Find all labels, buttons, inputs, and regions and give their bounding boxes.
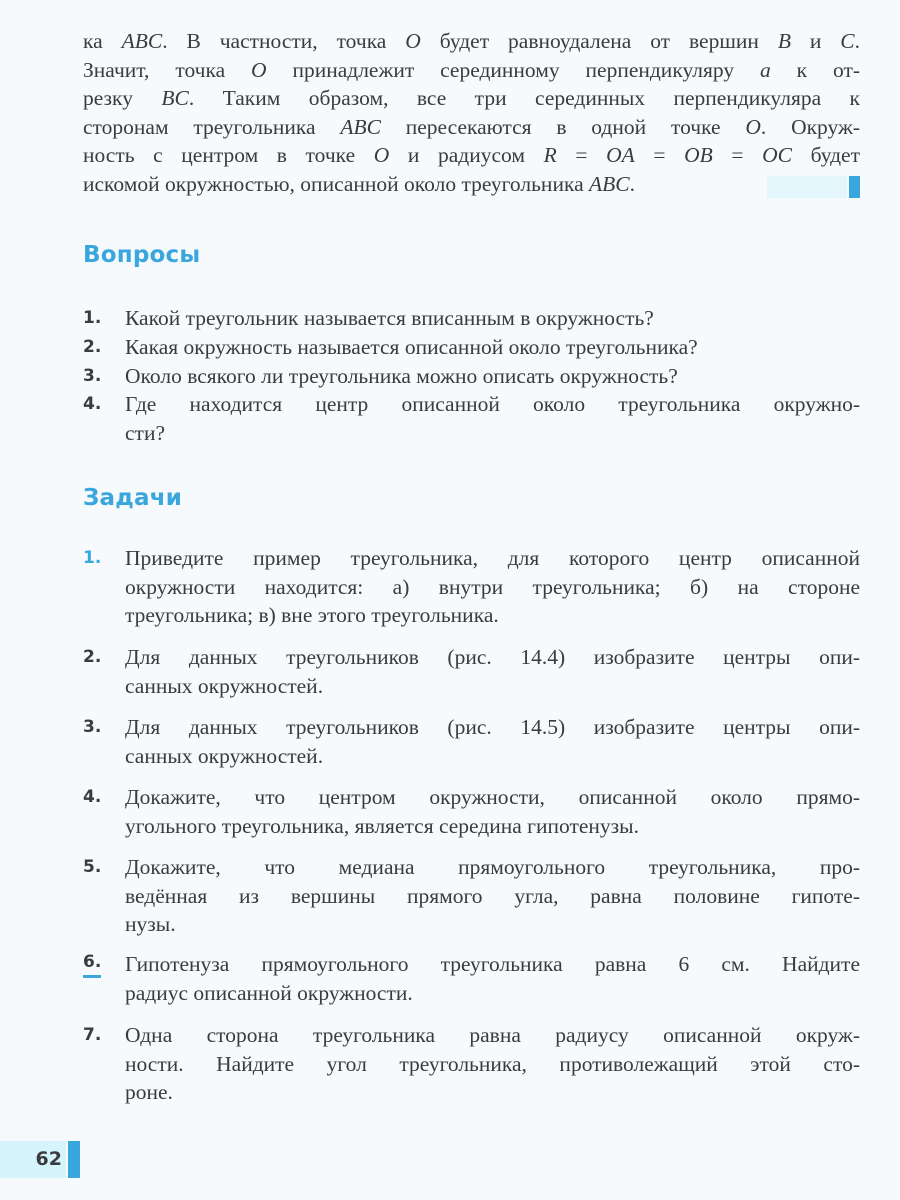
- question-text: Около всякого ли треугольника можно описать окружность?: [125, 364, 678, 388]
- question-number: 4.: [83, 394, 102, 414]
- tasks-heading: Задачи: [83, 485, 183, 511]
- task-number: 3.: [83, 717, 102, 737]
- task-text: Докажите, что медиана прямоугольного треугольника, про-: [125, 855, 860, 879]
- task-number: 2.: [83, 647, 102, 667]
- task-item: [83, 1021, 860, 1107]
- question-text: Какой треугольник называется вписанным в окружность?: [125, 306, 654, 330]
- question-text: Где находится центр описанной около треугольника окружно-: [125, 392, 860, 416]
- task-text: угольного треугольника, является середина гипотенузы.: [125, 813, 639, 838]
- task-text: Гипотенуза прямоугольного треугольника равна 6 см. Найдите: [125, 952, 860, 976]
- task-item: [83, 950, 860, 1007]
- question-text: Какая окружность называется описанной около треугольника?: [125, 335, 698, 359]
- task-text: Докажите, что центром окружности, описанной около прямо-: [125, 785, 860, 809]
- questions-heading: Вопросы: [83, 242, 201, 268]
- task-text: радиус описанной окружности.: [125, 980, 413, 1005]
- task-text: ности. Найдите угол треугольника, противолежащий этой сто-: [125, 1051, 860, 1076]
- proof-end-highlight: [767, 176, 847, 198]
- task-number: 6.: [83, 950, 101, 978]
- task-item: [83, 713, 860, 770]
- intro-paragraph: [83, 27, 860, 199]
- paragraph-line: ность с центром в точке O и радиусом R = OA = OB = OC будет: [83, 143, 860, 168]
- paragraph-line: сторонам треугольника ABC пересекаются в одной точке O. Окруж-: [83, 114, 861, 139]
- task-item: [83, 853, 860, 939]
- question-item: [83, 362, 860, 391]
- task-text: Одна сторона треугольника равна радиусу описанной окруж-: [125, 1023, 860, 1047]
- task-text: санных окружностей.: [125, 673, 324, 698]
- task-text: окружности находится: а) внутри треугольника; б) на стороне: [125, 574, 860, 599]
- question-item: [83, 390, 860, 447]
- question-item: [83, 333, 860, 362]
- task-number: 7.: [83, 1025, 102, 1045]
- task-text: санных окружностей.: [125, 743, 324, 768]
- task-number: 5.: [83, 857, 102, 877]
- task-text: Для данных треугольников (рис. 14.4) изобразите центры опи-: [125, 645, 860, 669]
- task-text: Приведите пример треугольника, для которого центр описанной: [125, 546, 860, 570]
- question-number: 1.: [83, 308, 102, 328]
- paragraph-line: ка ABC. В частности, точка O будет равноудалена от вершин B и C.: [83, 29, 861, 53]
- page-number-accent-bar: [68, 1141, 80, 1178]
- task-number: 1.: [83, 548, 102, 568]
- proof-end-marker: [849, 176, 860, 198]
- question-number: 3.: [83, 366, 102, 386]
- task-number: 4.: [83, 787, 102, 807]
- task-text: треугольника; в) вне этого треугольника.: [125, 603, 499, 628]
- task-text: ведённая из вершины прямого угла, равна половине гипоте-: [125, 883, 860, 908]
- paragraph-line: Значит, точка O принадлежит серединному перпендикуляру a к от-: [83, 57, 861, 82]
- question-item: [83, 304, 860, 333]
- task-text: роне.: [125, 1080, 173, 1105]
- task-item: [83, 544, 860, 630]
- paragraph-line: искомой окружностью, описанной около треугольника ABC.: [83, 171, 635, 196]
- task-text: нузы.: [125, 912, 176, 937]
- task-text: Для данных треугольников (рис. 14.5) изобразите центры опи-: [125, 715, 860, 739]
- paragraph-line: резку BC. Таким образом, все три серединных перпендикуляра к: [83, 86, 860, 111]
- question-text: сти?: [125, 420, 165, 445]
- task-item: [83, 783, 860, 840]
- page-number: 62: [35, 1148, 62, 1170]
- question-number: 2.: [83, 337, 102, 357]
- task-item: [83, 643, 860, 700]
